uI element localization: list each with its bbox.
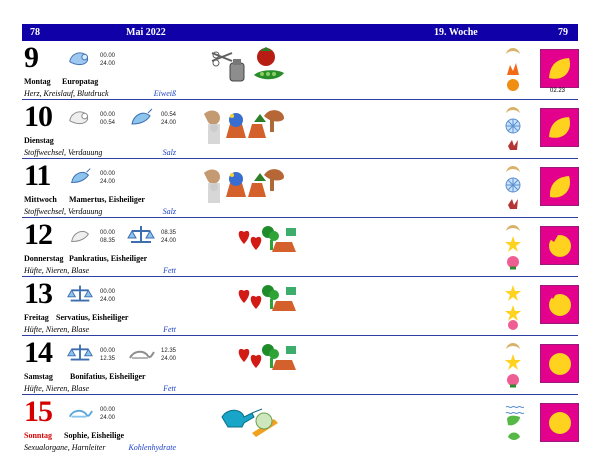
day-number: 15 xyxy=(24,395,52,428)
feast-day: Bonifatius, Eisheiliger xyxy=(70,372,146,381)
moon-phase-box xyxy=(540,167,579,206)
moon-phase-icon xyxy=(546,291,573,318)
moon-phase-box xyxy=(540,49,579,88)
zodiac-element-icons xyxy=(502,43,524,97)
waxing-moon-icon xyxy=(546,173,573,200)
month-title: Mai 2022 xyxy=(126,27,166,38)
libra-icon xyxy=(66,283,94,305)
nutrient-text: Eiweiß xyxy=(153,89,176,98)
right-page-number: 79 xyxy=(558,27,568,38)
moon-phase-box xyxy=(540,285,579,324)
day-row-10[interactable] xyxy=(22,100,578,159)
scorpio-icon xyxy=(66,401,94,423)
moon-phase-box xyxy=(540,403,579,442)
nutrient-text: Fett xyxy=(163,325,176,334)
leo-icon xyxy=(66,106,94,128)
day-number: 10 xyxy=(24,100,52,133)
libra-icon xyxy=(66,342,94,364)
feast-day: Sophie, Eisheilige xyxy=(64,431,125,440)
garden-tools-icon xyxy=(218,399,278,439)
day-number: 13 xyxy=(24,277,52,310)
day-name: Sonntag xyxy=(24,431,53,440)
waxing-moon-icon xyxy=(546,114,573,141)
feast-day: Mamertus, Eisheiliger xyxy=(69,195,145,204)
zodiac-element-icons xyxy=(502,161,524,215)
nutrient-text: Salz xyxy=(162,148,176,157)
salt-and-plants-icon xyxy=(200,104,284,150)
moon-phase-box xyxy=(540,344,579,383)
feast-day: Europatag xyxy=(62,77,99,86)
zodiac-element-icons xyxy=(502,279,524,333)
moon-phase-box xyxy=(540,226,579,265)
day-name: Dienstag xyxy=(24,136,54,145)
organ-text: Hüfte, Nieren, Blase xyxy=(24,325,90,334)
organ-text: Stoffwechsel, Verdauung xyxy=(24,148,103,157)
day-row-14[interactable] xyxy=(22,336,578,395)
zodiac-time-range-2: 12.35 24.00 xyxy=(161,348,177,362)
day-row-15[interactable] xyxy=(22,395,578,453)
moon-time: 02.23 xyxy=(550,88,566,94)
moon-phase-icon xyxy=(546,350,573,377)
zodiac-time-range-1: 00.00 08.35 xyxy=(100,230,116,244)
feast-day: Servatius, Eisheiliger xyxy=(56,313,129,322)
zodiac-time-range-2: 08.35 24.00 xyxy=(161,230,177,244)
left-page-number: 78 xyxy=(30,27,40,38)
flowers-and-heart-icon xyxy=(234,222,304,264)
day-number: 12 xyxy=(24,218,52,251)
zodiac-element-icons xyxy=(502,102,524,156)
nutrient-text: Kohlenhydrate xyxy=(128,443,176,452)
nutrient-text: Fett xyxy=(163,384,176,393)
full-moon-icon xyxy=(546,409,573,436)
feast-day: Pankratius, Eisheiliger xyxy=(69,254,148,263)
day-name: Samstag xyxy=(24,372,53,381)
zodiac-time-range-1: 00.00 24.00 xyxy=(100,407,116,421)
day-number: 11 xyxy=(24,159,51,192)
zodiac-element-icons xyxy=(502,397,524,451)
organ-text: Hüfte, Nieren, Blase xyxy=(24,266,90,275)
day-row-12[interactable] xyxy=(22,218,578,277)
moon-phase-box xyxy=(540,108,579,147)
virgo-icon xyxy=(126,106,156,128)
organ-text: Sexualorgane, Harnleiter xyxy=(24,443,106,452)
day-name: Mittwoch xyxy=(24,195,57,204)
nutrient-text: Salz xyxy=(162,207,176,216)
day-number: 9 xyxy=(24,41,38,74)
day-row-11[interactable] xyxy=(22,159,578,218)
leo-icon xyxy=(66,47,94,69)
moon-phase-icon xyxy=(546,232,573,259)
zodiac-time-range-1: 00.00 24.00 xyxy=(100,53,116,67)
zodiac-time-range-1: 00.00 24.00 xyxy=(100,289,116,303)
zodiac-element-icons xyxy=(502,338,524,392)
virgo-icon xyxy=(66,165,94,187)
zodiac-time-range-1: 00.00 24.00 xyxy=(100,171,116,185)
libra-icon xyxy=(126,224,156,246)
flowers-and-heart-icon xyxy=(234,340,304,382)
scorpio-icon xyxy=(126,342,156,364)
zodiac-time-range-2: 00.54 24.00 xyxy=(161,112,177,126)
virgo-icon xyxy=(66,224,94,246)
week-header xyxy=(22,24,578,41)
day-name: Freitag xyxy=(24,313,49,322)
week-title: 19. Woche xyxy=(434,27,478,38)
zodiac-time-range-1: 00.00 12.35 xyxy=(100,348,116,362)
day-row-9[interactable] xyxy=(22,41,578,100)
organ-text: Herz, Kreislauf, Blutdruck xyxy=(24,89,109,98)
zodiac-time-range-1: 00.00 00.54 xyxy=(100,112,116,126)
flowers-and-heart-icon xyxy=(234,281,304,323)
work-items-icon xyxy=(208,45,304,87)
salt-and-plants-icon xyxy=(200,163,284,209)
waxing-moon-icon xyxy=(546,55,573,82)
organ-text: Hüfte, Nieren, Blase xyxy=(24,384,90,393)
nutrient-text: Fett xyxy=(163,266,176,275)
day-name: Donnerstag xyxy=(24,254,64,263)
zodiac-element-icons xyxy=(502,220,524,274)
organ-text: Stoffwechsel, Verdauung xyxy=(24,207,103,216)
day-number: 14 xyxy=(24,336,52,369)
day-row-13[interactable] xyxy=(22,277,578,336)
day-name: Montag xyxy=(24,77,51,86)
